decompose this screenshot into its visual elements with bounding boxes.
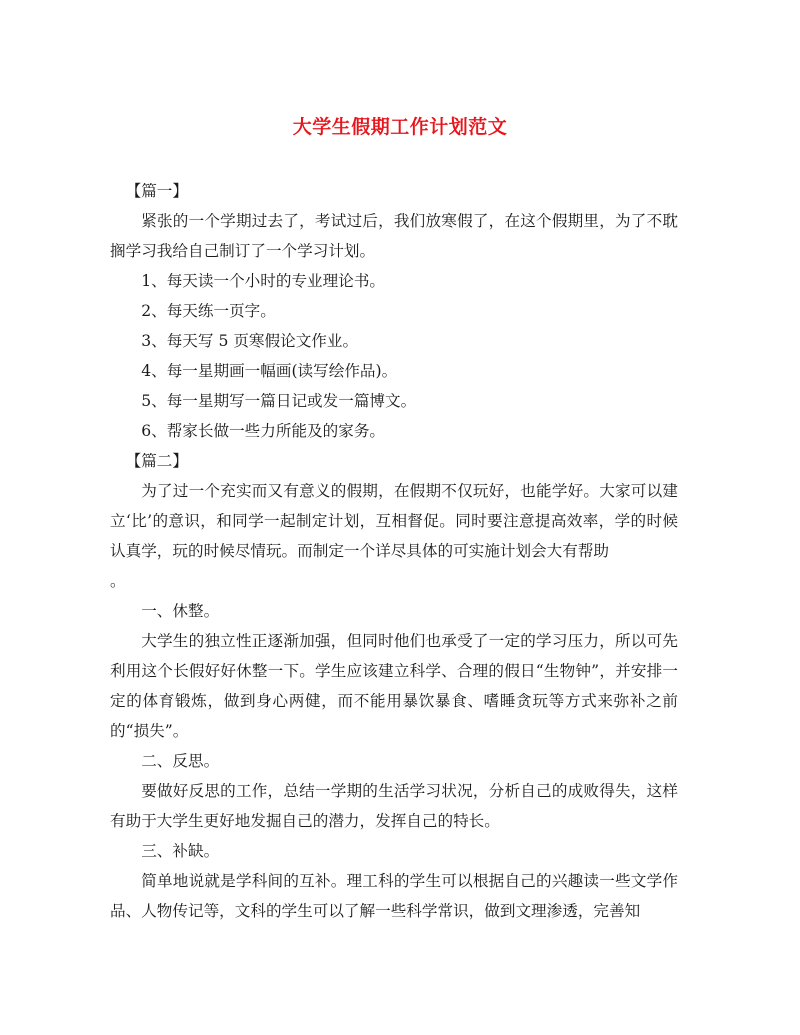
subheading: 一、休整。 bbox=[141, 602, 220, 620]
paragraph: 为了过一个充实而又有意义的假期，在假期不仅玩好，也能学好。大家可以建立‘比’的意识，和同学一起制定计划，互相督促。同时要注意提高效率，学的时候认真学，玩的时候尽情玩。而制定一个详尽具体的可实施计划会大有帮助 bbox=[110, 482, 678, 560]
paragraph: 大学生的独立性正逐渐加强，但同时他们也承受了一定的学习压力，所以可先利用这个长假好好休整一下。学生应该建立科学、合理的假日“生物钟”，并安排一定的体育锻炼，做到身心两健，而不能用暴饮暴食、嗜睡贪玩等方式来弥补之前的“损失”。 bbox=[110, 632, 678, 740]
document-title: 大学生假期工作计划范文 bbox=[292, 116, 508, 138]
list-item: 4、每一星期画一幅画(读写绘作品)。 bbox=[141, 362, 398, 380]
paragraph: 紧张的一个学期过去了，考试过后，我们放寒假了，在这个假期里，为了不耽搁学习我给自己制订了一个学习计划。 bbox=[110, 212, 678, 260]
document-body bbox=[110, 176, 678, 926]
subheading: 三、补缺。 bbox=[141, 842, 220, 860]
section-heading-1: 【篇一】 bbox=[125, 182, 188, 200]
subheading: 二、反思。 bbox=[141, 752, 220, 770]
section-heading-2: 【篇二】 bbox=[125, 452, 188, 470]
list-item: 6、帮家长做一些力所能及的家务。 bbox=[141, 422, 386, 440]
list-item: 2、每天练一页字。 bbox=[141, 302, 276, 320]
list-item: 5、每一星期写一篇日记或发一篇博文。 bbox=[141, 392, 417, 410]
list-item: 3、每天写 5 页寒假论文作业。 bbox=[141, 332, 359, 350]
paragraph: 要做好反思的工作，总结一学期的生活学习状况，分析自己的成败得失，这样有助于大学生更好地发掘自己的潜力，发挥自己的特长。 bbox=[110, 782, 678, 830]
list-item: 1、每天读一个小时的专业理论书。 bbox=[141, 272, 386, 290]
paragraph: 简单地说就是学科间的互补。理工科的学生可以根据自己的兴趣读一些文学作品、人物传记等，文科的学生可以了解一些科学常识，做到文理渗透，完善知 bbox=[110, 872, 678, 920]
paragraph-trailing-punctuation: 。 bbox=[110, 572, 126, 590]
